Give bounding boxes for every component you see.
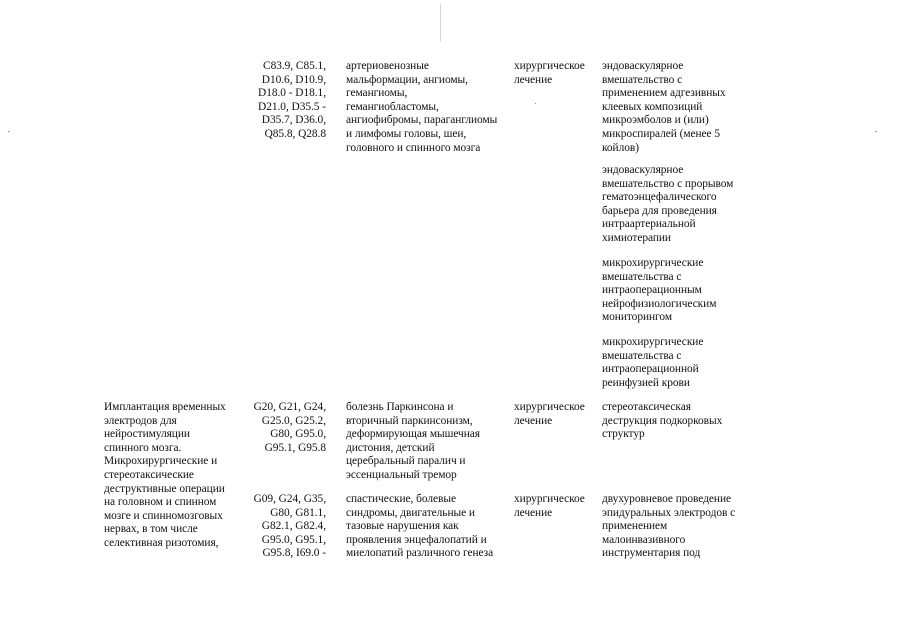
row-icd-codes: C83.9, C85.1, D10.6, D10.9, D18.0 - D18.1, D21.0, D35.5 - D35.7, D36.0, Q85.8, Q28.8 bbox=[258, 60, 326, 140]
row-method: эндоваскулярное вмешательство с прорывом гематоэнцефалического барьера для проведения интраартериальной химиотерапии bbox=[602, 164, 734, 244]
row-patient-model: спастические, болевые синдромы, двигательные и тазовые нарушения как проявления энцефалопатий и миелопатий различного генеза bbox=[346, 493, 494, 560]
row-treatment-type: хирургическое лечение bbox=[514, 401, 585, 427]
scan-speck-left bbox=[8, 131, 10, 132]
row-method: стереотаксическая деструкция подкорковых структур bbox=[602, 401, 723, 441]
row-method: двухуровневое проведение эпидуральных электродов с применением малоинвазивного инструментария под bbox=[602, 493, 736, 560]
scan-speck-right bbox=[875, 131, 877, 132]
row-patient-model: артериовенозные мальформации, ангиомы, гемангиомы, гемангиобластомы, ангиофибромы, параганглиомы и лимфомы головы, шеи, головного и спинного мозга bbox=[346, 60, 498, 154]
row-icd-codes: G09, G24, G35, G80, G81.1, G82.1, G82.4, G95.0, G95.1, G95.8, I69.0 - bbox=[253, 493, 326, 560]
row-method: микрохирургические вмешательства с интраоперационным нейрофизиологическим мониторингом bbox=[602, 257, 717, 324]
row-name: Имплантация временных электродов для нейростимуляции спинного мозга. Микрохирургические и стереотаксические деструктивные операции на головном и спинном мозге и спинномозговых нервах, в том числе селективная ризотомия, bbox=[104, 401, 226, 549]
row-method: микрохирургические вмешательства с интраоперационной реинфузией крови bbox=[602, 336, 704, 389]
row-icd-codes: G20, G21, G24, G25.0, G25.2, G80, G95.0, G95.1, G95.8 bbox=[253, 401, 326, 454]
row-patient-model: болезнь Паркинсона и вторичный паркинсонизм, деформирующая мышечная дистония, детский церебральный паралич и эссенциальный тремор bbox=[346, 401, 480, 481]
scan-mark-top bbox=[440, 4, 441, 42]
row-treatment-type: хирургическое лечение bbox=[514, 60, 585, 86]
row-method: эндоваскулярное вмешательство с применением адгезивных клеевых композиций микроэмболов и (или) микроспиралей (менее 5 койлов) bbox=[602, 60, 726, 154]
scan-speck-mid bbox=[535, 103, 536, 104]
row-treatment-type: хирургическое лечение bbox=[514, 493, 585, 519]
